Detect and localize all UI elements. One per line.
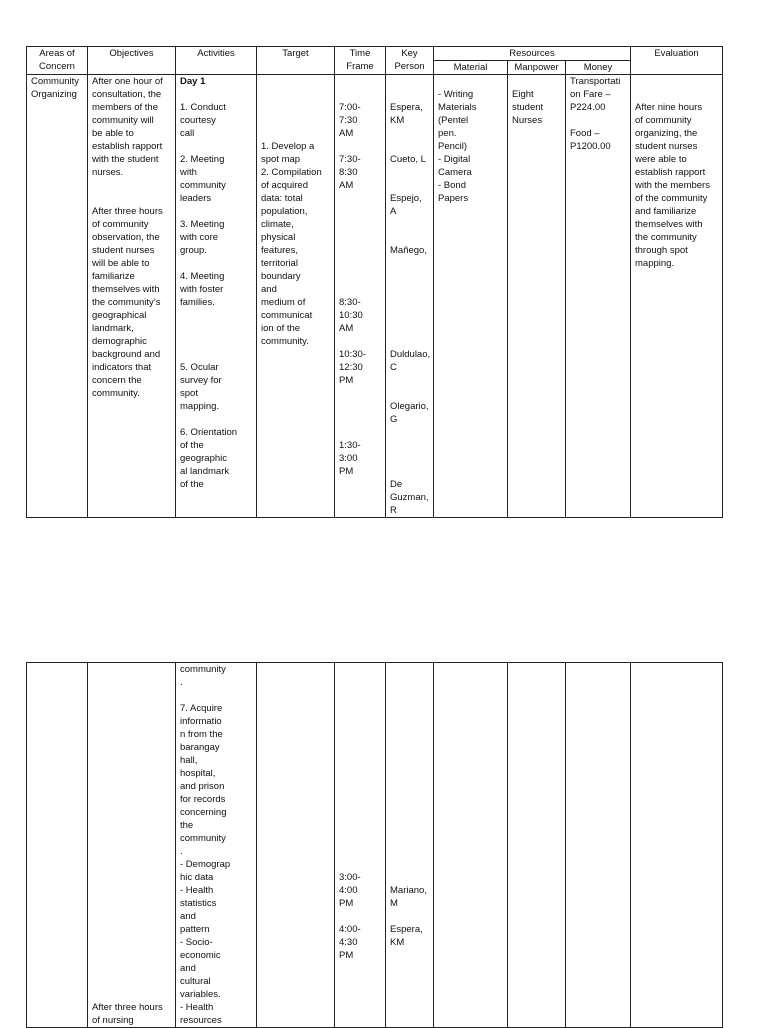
cell-activities <box>176 75 257 518</box>
cell-time-frame: 7:00- 7:30 AM 7:30- 8:30 AM 8:30- 10:30 AM 10:30- 12:30 PM 1:30- 3:00 PM <box>335 75 386 518</box>
cell-time-frame-cont: 3:00- 4:00 PM 4:00- 4:30 PM <box>335 663 386 1028</box>
header-target: Target <box>257 47 335 75</box>
header-time-frame: Time Frame <box>335 47 386 75</box>
cell-objectives: After one hour of consultation, the members of the community will be able to establish rapport with the student nurses. After three hours of community observation, the student nurses will be able to familiarize themselves with the community’s geographical landmark, demographic background and indicators that concern the community. <box>88 75 176 518</box>
header-resources: Resources <box>434 47 631 61</box>
plan-table-page-1 <box>26 46 723 518</box>
activities-list: 1. Conduct courtesy call 2. Meeting with community leaders 3. Meeting with core group. 4. Meeting with foster families. 5. Ocular survey for spot mapping. 6. Orientation of the geographic al landmark of the <box>180 102 238 490</box>
cell-material: - Writing Materials (Pentel pen. Pencil) - Digital Camera - Bond Papers <box>434 75 508 518</box>
header-material: Material <box>434 61 508 75</box>
header-money: Money <box>566 61 631 75</box>
cell-money: Transportati on Fare – P224.00 Food – P1200.00 <box>566 75 631 518</box>
cell-objectives-cont: After three hours of nursing <box>88 663 176 1028</box>
cell-activities-cont: community . 7. Acquire informatio n from the barangay hall, hospital, and prison for records concerning the community . - Demograp hic data - Health statistics and pattern - Socio- economic and cultural variables. - Health resources <box>176 663 257 1028</box>
cell-money-cont <box>566 663 631 1028</box>
cell-area-of-concern-cont <box>27 663 88 1028</box>
cell-material-cont <box>434 663 508 1028</box>
header-activities: Activities <box>176 47 257 75</box>
header-objectives: Objectives <box>88 47 176 75</box>
header-evaluation: Evaluation <box>631 47 723 75</box>
cell-evaluation: After nine hours of community organizing, the student nurses were able to establish rapport with the members of the community and familiarize themselves with the community through spot mapping. <box>631 75 723 518</box>
header-key-person: Key Person <box>386 47 434 75</box>
plan-table-page-2 <box>26 662 723 1028</box>
header-manpower: Manpower <box>508 61 566 75</box>
cell-area-of-concern: Community Organizing <box>27 75 88 518</box>
cell-manpower-cont <box>508 663 566 1028</box>
cell-target: 1. Develop a spot map 2. Compilation of acquired data: total population, climate, physical features, territorial boundary and medium of communicat ion of the community. <box>257 75 335 518</box>
cell-target-cont <box>257 663 335 1028</box>
cell-key-person-cont: Mariano, M Espera, KM <box>386 663 434 1028</box>
header-areas-of-concern: Areas of Concern <box>27 47 88 75</box>
cell-key-person: Espera, KM Cueto, L Espejo, A Mañego, Duldulao, C Olegario, G De Guzman, R <box>386 75 434 518</box>
cell-manpower: Eight student Nurses <box>508 75 566 518</box>
cell-evaluation-cont <box>631 663 723 1028</box>
day-label: Day 1 <box>180 76 206 87</box>
